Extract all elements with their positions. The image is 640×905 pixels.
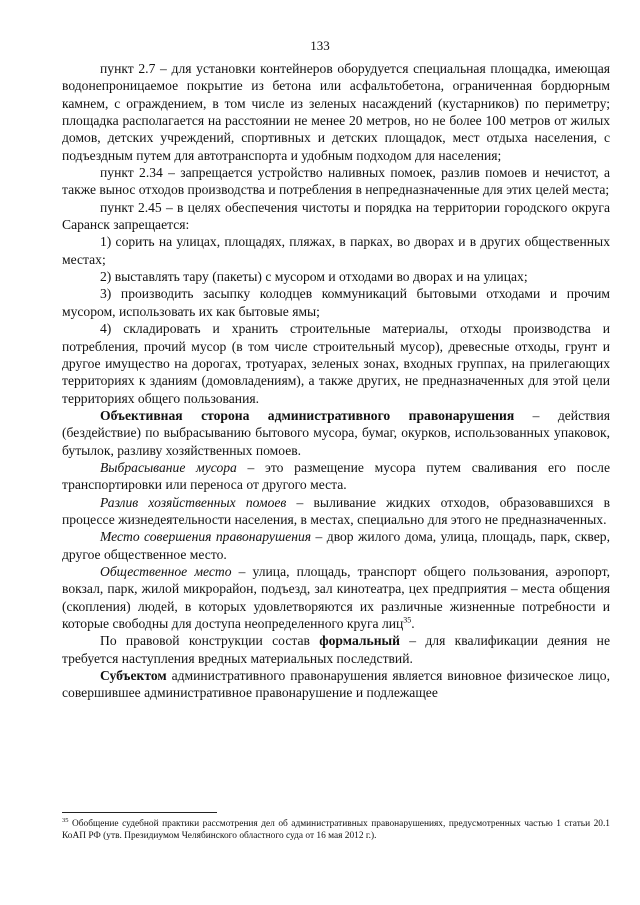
paragraph: пункт 2.34 – запрещается устройство наливных помоек, разлив помоев и нечистот, а также вынос отходов производства и потребления в непредназначенные для этих целей места; <box>62 165 610 198</box>
page-number: 133 <box>310 38 330 53</box>
paragraph: пункт 2.7 – для установки контейнеров оборудуется специальная площадка, имеющая водонепроницаемое покрытие из бетона или асфальтобетона, ограниченная бордюрным камнем, с ограждением, в том числе из зеленых насаждений (кустарников) по периметру; площадка располагается на расстоянии не менее 20 метров, но не более 100 метров от жилых домов, детских учреждений, спортивных и детских площадок, мест отдыха населения, с подъездным путем для автотранспорта и удобным подходом для населения; <box>62 61 610 163</box>
footnote-text: Обобщение судебной практики рассмотрения дел об административных правонарушениях, предусмотренных частью 1 статьи 20.1 КоАП РФ (утв. Президиумом Челябинского областного суда от 16 мая 2012 г.). <box>62 819 610 841</box>
definition-paragraph <box>62 459 610 494</box>
definition-text: – выливание жидких отходов, образовавшихся в процессе жизнедеятельности населения, в местах, специально для этого не предназначенных. <box>62 494 610 527</box>
public-place-text: – улица, площадь, транспорт общего пользования, аэропорт, вокзал, парк, жилой микрорайон, подъезд, зал кинотеатра, цех предприятия – места общения (скопления) людей, в которых удовлетворяются их различные жизненные потребности и которые свободны для доступа неопределенного круга лиц <box>62 563 610 631</box>
definition-paragraph <box>62 494 610 529</box>
definition-term: Разлив хозяйственных помоев <box>100 494 287 510</box>
main-text <box>62 60 610 702</box>
formal-term: формальный <box>319 633 400 649</box>
objective-side-term: Объективная сторона административного правонарушения <box>100 407 515 423</box>
footnote-reference[interactable]: 35 <box>403 615 412 625</box>
paragraph: 4) складировать и хранить строительные материалы, отходы производства и потребления, прочий мусор (в том числе строительный мусор), древесные отходы, грунт и другое имущество на дорогах, тротуарах, зеленых зонах, входных группах, на прилегающих территориях к зданиям (домовладениям), а также других, не предназначенных для этой цели территориях общего пользования. <box>62 321 610 406</box>
paragraph: пункт 2.45 – в целях обеспечения чистоты и порядка на территории городского округа Саранск запрещается: <box>62 199 610 233</box>
formal-paragraph <box>62 632 610 667</box>
definition-text: – это размещение мусора путем сваливания его после транспортировки или переноса от другого места. <box>62 459 610 493</box>
definition-paragraph <box>62 528 610 563</box>
subject-text: административного правонарушения является виновное физическое лицо, совершившее административное правонарушение и подлежащее <box>62 668 610 701</box>
definition-text: – двор жилого дома, улица, площадь, парк, сквер, другое общественное место. <box>62 529 610 562</box>
subject-paragraph <box>62 667 610 702</box>
public-place-paragraph <box>62 563 610 632</box>
paragraph: 2) выставлять тару (пакеты) с мусором и отходами во дворах и на улицах; <box>100 269 528 285</box>
definition-term: Место совершения правонарушения <box>100 529 312 545</box>
formal-after: – для квалификации деяния не требуется наступления вредных материальных последствий. <box>62 633 610 666</box>
objective-side-paragraph <box>62 407 610 459</box>
subject-term: Субъектом <box>100 668 167 684</box>
footnote <box>62 818 610 842</box>
objective-side-text: – действия (бездействие) по выбрасыванию бытового мусора, бумаг, окурков, использованных упаковок, бутылок, разливу хозяйственных помоев. <box>62 407 610 458</box>
public-place-end: . <box>411 616 415 631</box>
definition-term: Выбрасывание мусора <box>100 459 237 475</box>
public-place-term: Общественное место <box>100 563 232 579</box>
paragraph: 1) сорить на улицах, площадях, пляжах, в парках, во дворах и в других общественных местах; <box>62 234 610 267</box>
formal-before: По правовой конструкции состав <box>100 633 320 649</box>
footnote-number: 35 <box>62 816 69 824</box>
footnote-divider <box>62 812 217 813</box>
paragraph: 3) производить засыпку колодцев коммуникаций бытовыми отходами и прочим мусором, использовать их как бытовые ямы; <box>62 286 610 319</box>
